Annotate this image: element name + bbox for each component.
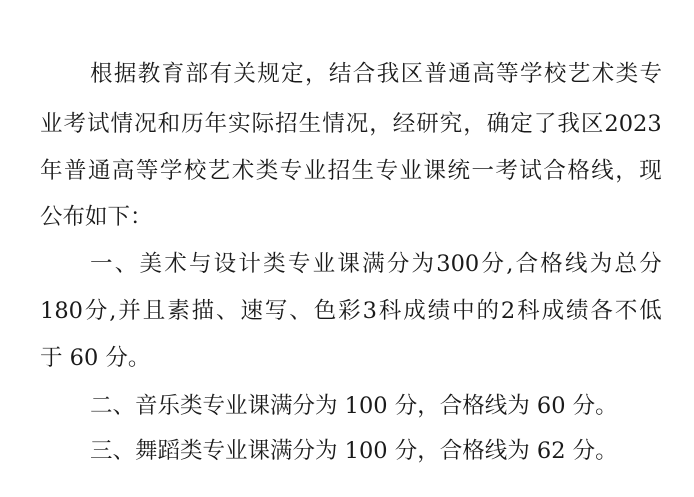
item-2: 二、音乐类专业课满分为 100 分，合格线为 60 分。 (90, 393, 618, 419)
paragraph-intro-line-1: 根 据 教 育 部 有 关 规 定 ， 结 合 我 区 普 通 高 等 学 校 艺 术 类 专 (90, 61, 662, 87)
paragraph-intro-line-3: 年 普 通 高 等 学 校 艺 术 类 专 业 招 生 专 业 课 统 一 考 试 合 格 线 ， 现 (40, 158, 662, 184)
item-1-line-3: 于 60 分。 (40, 345, 151, 371)
item-1-line-2: 180 分 , 并 且 素 描 、 速 写 、 色 彩 3 科 成 绩 中 的 2 科 成 绩 各 不 低 (40, 298, 662, 324)
item-3: 三、舞蹈类专业课满分为 100 分，合格线为 62 分。 (90, 438, 618, 464)
paragraph-intro-line-4: 公布如下： (40, 204, 153, 230)
item-1-line-1: 一 、 美 术 与 设 计 类 专 业 课 满 分 为 300 分 , 合 格 线 为 总 分 (90, 251, 662, 277)
paragraph-intro-line-2: 业 考 试 情 况 和 历 年 实 际 招 生 情 况 ， 经 研 究 ， 确 定 了 我 区 2023 (40, 111, 662, 137)
